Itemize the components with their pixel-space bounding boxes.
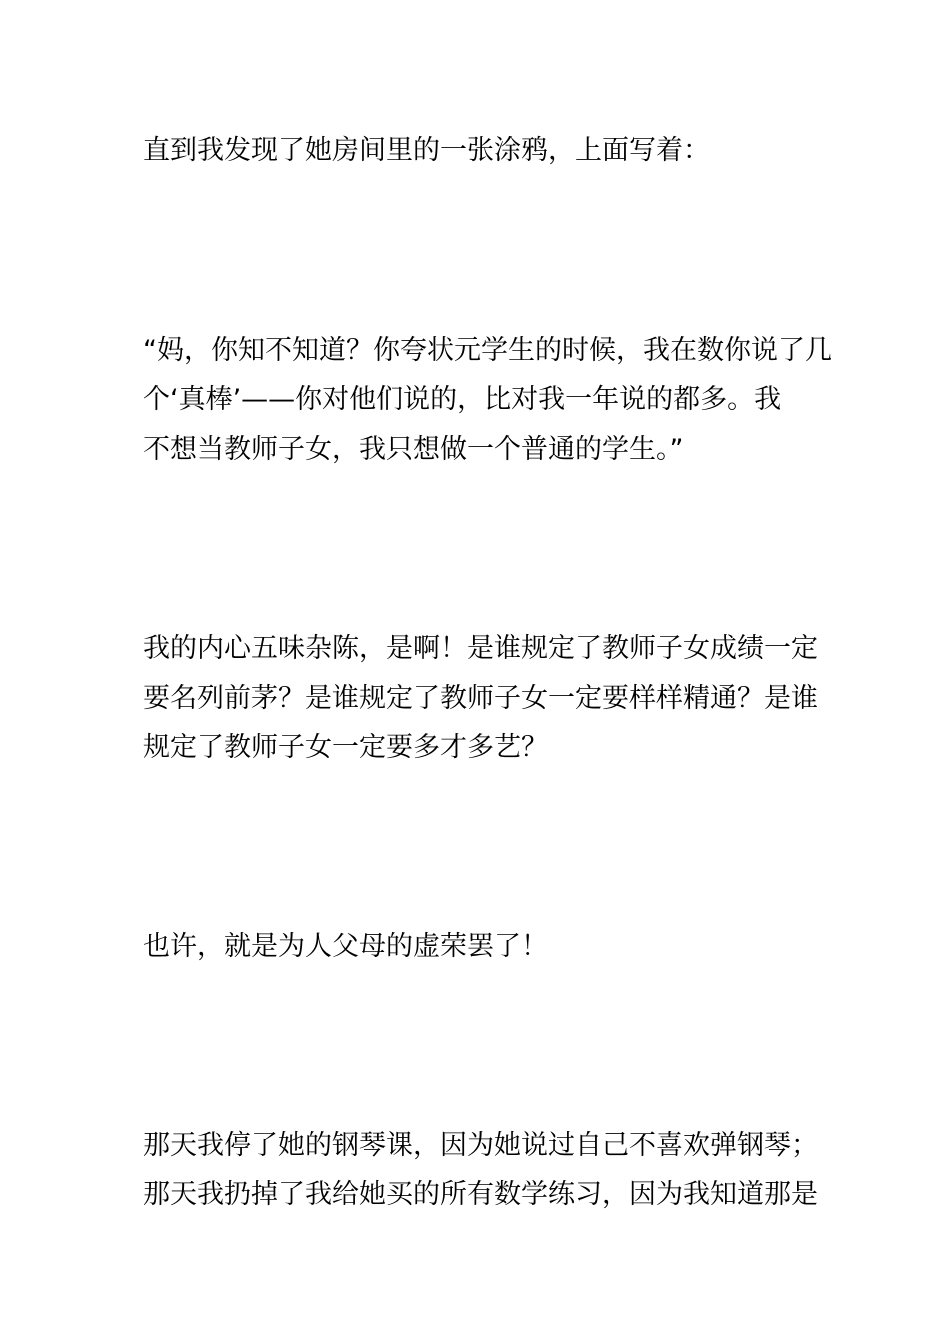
paragraph-line: 那天我扔掉了我给她买的所有数学练习，因为我知道那是: [143, 1179, 818, 1210]
paragraph-line: 不想当教师子女，我只想做一个普通的学生。”: [143, 434, 684, 465]
paragraph-line: 个‘真棒’——你对他们说的，比对我一年说的都多。我: [143, 384, 782, 415]
paragraph-line: 也许，就是为人父母的虚荣罢了！: [143, 931, 548, 962]
paragraph-line: “妈，你知不知道？你夸状元学生的时候，我在数你说了几: [143, 335, 832, 366]
paragraph-line: 规定了教师子女一定要多才多艺？: [143, 732, 548, 763]
paragraph-line: 直到我发现了她房间里的一张涂鸦，上面写着：: [143, 135, 710, 166]
paragraph-line: 要名列前茅？是谁规定了教师子女一定要样样精通？是谁: [143, 683, 818, 714]
paragraph-line: 我的内心五味杂陈，是啊！是谁规定了教师子女成绩一定: [143, 633, 818, 664]
paragraph-line: 那天我停了她的钢琴课，因为她说过自己不喜欢弹钢琴；: [143, 1130, 818, 1161]
